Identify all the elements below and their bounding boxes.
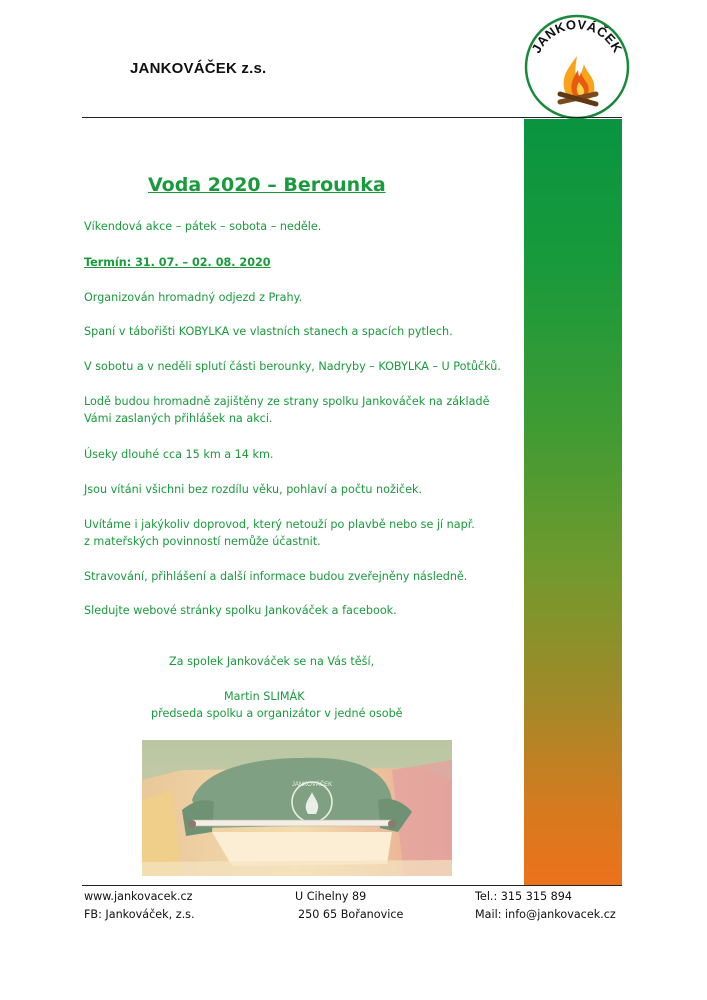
text-welcome: Jsou vítáni všichni bez rozdílu věku, pohlaví a počtu nožiček.: [84, 483, 423, 496]
footer-street: U Cihelny 89: [295, 890, 367, 903]
footer-website[interactable]: www.jankovacek.cz: [84, 890, 193, 903]
text-follow-us: Sledujte webové stránky spolku Jankováček a facebook.: [84, 604, 397, 617]
footer-email[interactable]: Mail: info@jankovacek.cz: [475, 908, 616, 921]
text-accommodation: Spaní v tábořišti KOBYLKA ve vlastních stanech a spacích pytlech.: [84, 325, 453, 338]
text-escort-line2: z mateřských povinností nemůže účastnit.: [84, 535, 321, 548]
event-photo: [142, 740, 452, 876]
footer-facebook: FB: Jankováček, z.s.: [84, 908, 195, 921]
text-route: V sobotu a v neděli splutí části berounky, Nadryby – KOBYLKA – U Potůčků.: [84, 360, 501, 373]
text-term-dates: Termín: 31. 07. – 02. 08. 2020: [84, 256, 271, 269]
jankovacek-logo: [524, 14, 630, 120]
text-distances: Úseky dlouhé cca 15 km a 14 km.: [84, 448, 274, 461]
signature-role: předseda spolku a organizátor v jedné osobě: [151, 707, 403, 720]
footer-city: 250 65 Bořanovice: [298, 908, 404, 921]
signature-name: Martin SLIMÁK: [224, 690, 305, 703]
logo-text: JANKOVÁČEK: [528, 16, 626, 56]
text-departure: Organizován hromadný odjezd z Prahy.: [84, 291, 303, 304]
organization-name: JANKOVÁČEK z.s.: [130, 60, 267, 77]
text-meals-info: Stravování, přihlášení a další informace budou zveřejněny následně.: [84, 570, 468, 583]
text-weekend-event: Víkendová akce – pátek – sobota – neděle.: [84, 220, 322, 233]
footer-phone: Tel.: 315 315 894: [475, 890, 572, 903]
text-boats-line2: Vámi zaslaných přihlášek na akci.: [84, 412, 273, 425]
header-divider: [82, 117, 622, 118]
shirt-print-text: JANKOVÁČEK: [291, 782, 333, 788]
footer-divider: [82, 885, 622, 886]
text-escort-line1: Uvítáme i jakýkoliv doprovod, který netouží po plavbě nebo se jí např.: [84, 518, 475, 531]
page-title: Voda 2020 – Berounka: [148, 174, 386, 196]
gradient-side-bar: [524, 119, 622, 886]
signature-greeting: Za spolek Jankováček se na Vás těší,: [169, 655, 375, 668]
text-boats-line1: Lodě budou hromadně zajištěny ze strany spolku Jankováček na základě: [84, 395, 490, 408]
